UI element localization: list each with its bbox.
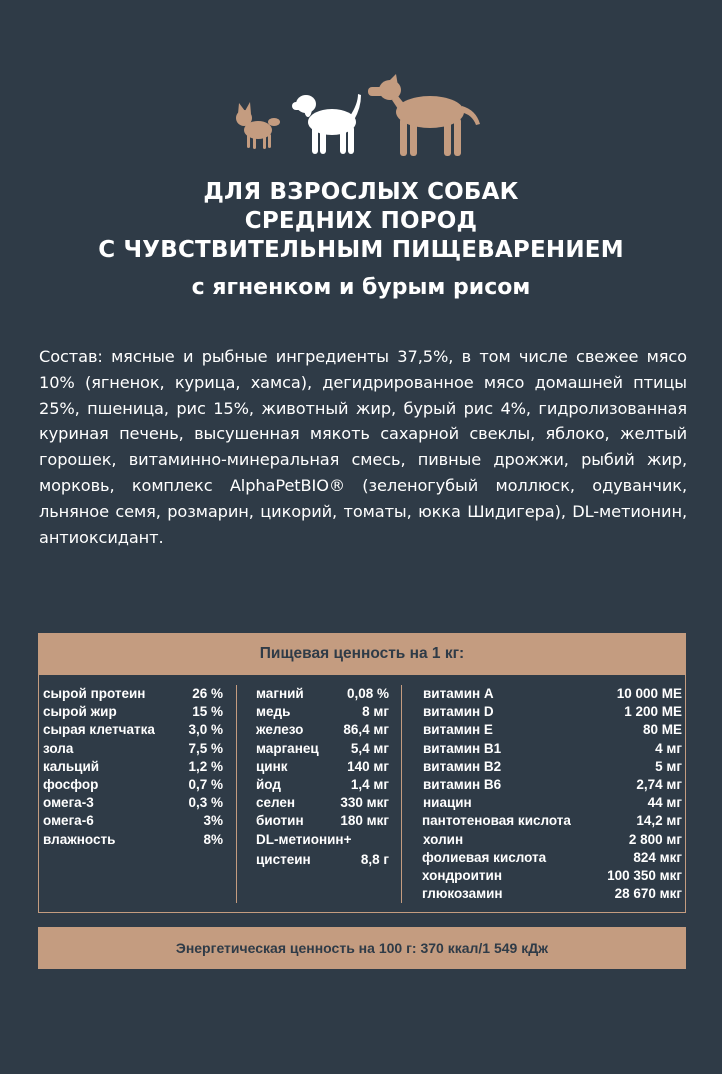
nutrient-row [39,721,229,739]
nutrient-row [39,740,229,758]
nutrient-row [402,831,688,849]
title-line-3: С ЧУВСТВИТЕЛЬНЫМ ПИЩЕВАРЕНИЕМ [98,237,624,263]
nutrient-value: 8 мг [362,704,389,720]
nutrient-value: 180 мкг [340,813,389,829]
nutrient-row [39,703,229,721]
nutrient-row [237,740,397,758]
nutrient-row [39,776,229,794]
nutrient-value: 1,4 мг [350,776,389,792]
composition-text: Состав: мясные и рыбные ингредиенты 37,5%, в том числе свежее мясо 10% (ягненок, курица, хамса), дегидрированное мясо домашней птицы 25%, пшеница, рис 15%, животный жир, бурый рис 4%, гидролизованная куриная печень, высушенная мякоть сахарной свеклы, яблоко, желтый горошек, витаминно-минеральная смесь, пивные дрожжи, рыбий жир, морковь, комплекс AlphaPetBIO® (зеленогубый моллюск, одуванчик, льняное семя, розмарин, цикорий, томаты, юкка Шидигера), DL-метионин, антиоксидант. [39,347,687,547]
nutrient-row [237,794,397,812]
nutrient-row [237,758,397,776]
title-line-1: ДЛЯ ВЗРОСЛЫХ СОБАК [203,179,519,205]
energy-value-bar: Энергетическая ценность на 100 г: 370 ккал/1 549 кДж [38,927,686,969]
nutrition-column-1 [39,685,229,849]
nutrient-name: пантотеновая кислота [422,813,571,829]
nutrient-value: 824 мкг [633,849,682,865]
nutrient-value: 15 % [192,704,223,720]
nutrient-value: 28 670 мкг [614,886,682,902]
nutrient-row [237,831,397,851]
nutrient-name: сырая клетчатка [43,722,155,738]
nutrient-row [402,740,688,758]
nutrient-name: омега-6 [43,813,94,829]
nutrient-row [39,812,229,830]
nutrient-value: 330 мкг [340,795,389,811]
nutrient-name: DL-метионин+ [256,831,352,847]
nutrient-row [402,812,688,830]
nutrient-row [402,685,688,703]
nutrient-row [39,685,229,703]
nutrient-value: 1 200 МЕ [624,704,682,720]
title-block [0,178,722,302]
nutrient-row [402,703,688,721]
nutrient-row [237,851,397,869]
nutrient-value: 8,8 г [360,851,389,867]
nutrient-name: железо [256,722,304,738]
nutrient-name: витамин В2 [423,758,502,774]
nutrient-name: фосфор [43,776,99,792]
nutrient-row [402,885,688,903]
nutrient-name: цистеин [256,851,311,867]
nutrient-value: 14,2 мг [636,813,682,829]
nutrient-name: хондроитин [422,867,502,883]
nutrient-name: медь [256,704,291,720]
nutrient-name: витамин В1 [423,740,502,756]
dog-sizes-illustration [230,70,500,160]
nutrient-value: 3,0 % [188,722,223,738]
nutrient-value: 26 % [192,686,223,701]
nutrient-name: ниацин [423,795,472,811]
nutrient-name: биотин [256,813,304,829]
nutrition-header: Пищевая ценность на 1 кг: [38,633,686,675]
nutrient-name: кальций [43,758,100,774]
nutrient-name: витамин Е [423,722,493,738]
nutrient-value: 0,08 % [346,686,389,701]
nutrient-name: йод [256,776,281,792]
nutrient-name: влажность [43,831,116,847]
nutrient-value: 7,5 % [188,740,223,756]
subtitle: с ягненком и бурым рисом [191,275,531,300]
title-line-2: СРЕДНИХ ПОРОД [244,208,478,234]
nutrient-name: витамин А [423,686,494,701]
nutrient-row [237,685,397,703]
nutrient-row [402,758,688,776]
small-dog-icon [236,102,280,149]
nutrient-row [402,776,688,794]
nutrition-column-2 [236,685,397,903]
nutrient-name: цинк [256,758,288,774]
nutrient-name: сырой протеин [43,686,146,701]
nutrient-name: глюкозамин [422,886,503,902]
nutrient-row [237,812,397,830]
nutrient-row [237,776,397,794]
nutrient-value: 44 мг [647,795,682,811]
nutrient-value: 4 мг [655,740,682,756]
nutrient-row [237,721,397,739]
nutrient-value: 100 350 мкг [607,867,682,883]
nutrient-value: 5 мг [655,758,682,774]
nutrient-row [402,794,688,812]
nutrient-name: холин [423,831,464,847]
nutrient-value: 0,3 % [188,795,223,811]
nutrient-name: витамин В6 [423,776,502,792]
nutrient-value: 1,2 % [188,758,223,774]
nutrient-row [402,867,688,885]
nutrient-value: 8% [203,831,223,847]
nutrition-table [38,675,686,913]
large-dog-icon [368,74,480,156]
nutrient-row [39,794,229,812]
nutrient-row [402,721,688,739]
nutrient-name: селен [256,795,296,811]
nutrient-value: 86,4 мг [343,722,389,738]
nutrient-row [39,758,229,776]
nutrition-column-3 [401,685,688,903]
nutrient-name: магний [256,686,304,701]
nutrient-value: 0,7 % [188,776,223,792]
nutrient-value: 5,4 мг [350,740,389,756]
nutrient-name: марганец [256,740,319,756]
nutrient-value: 80 МЕ [642,722,682,738]
medium-dog-icon [292,94,361,154]
nutrient-value: 2 800 мг [628,831,682,847]
nutrient-value: 140 мг [347,758,389,774]
nutrient-value: 3% [203,813,223,829]
nutrient-value: 2,74 мг [636,776,682,792]
nutrient-name: фолиевая кислота [422,849,547,865]
nutrient-row [39,831,229,849]
nutrient-name: омега-3 [43,795,94,811]
nutrient-value: 10 000 МЕ [616,686,682,701]
nutrient-name: зола [43,740,74,756]
nutrient-name: витамин D [423,704,494,720]
nutrient-row [402,849,688,867]
nutrient-name: сырой жир [43,704,117,720]
nutrient-row [237,703,397,721]
